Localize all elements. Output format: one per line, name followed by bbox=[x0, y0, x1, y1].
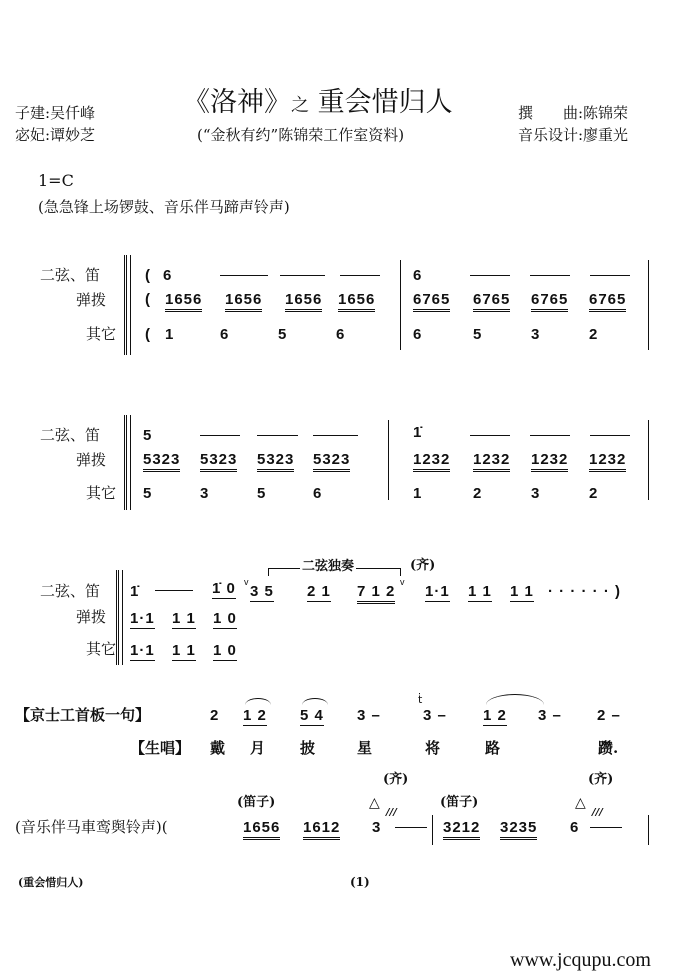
barline bbox=[648, 260, 649, 350]
note: 3 – bbox=[538, 707, 562, 724]
note: ( bbox=[145, 267, 151, 284]
part-label-tanbo: 弹拨 bbox=[76, 451, 107, 469]
note: 3 5 bbox=[250, 583, 274, 600]
note: 6765 bbox=[589, 292, 626, 312]
note: 1232 bbox=[589, 452, 626, 472]
note: 1656 bbox=[285, 292, 322, 312]
note: ( bbox=[145, 326, 151, 343]
barline bbox=[648, 815, 649, 845]
subtitle: (“金秋有约”陈锦荣工作室资料) bbox=[197, 126, 405, 144]
instrument-label: (笛子) bbox=[237, 795, 276, 810]
note: 1 1 bbox=[172, 642, 196, 659]
note: 6 bbox=[413, 326, 423, 343]
key-signature: 1=C bbox=[38, 171, 74, 190]
note: 6 bbox=[570, 819, 580, 836]
sustain-dash bbox=[530, 435, 570, 436]
note: 2 1 bbox=[307, 583, 331, 600]
note: 1656 bbox=[225, 292, 262, 312]
banqiang-label: 【京士工首板一句】 bbox=[15, 706, 151, 724]
note: · · · · · · ) bbox=[548, 583, 621, 600]
barline bbox=[400, 568, 401, 576]
part-label-erxian-di: 二弦、笛 bbox=[40, 426, 101, 444]
lyric: 披 bbox=[300, 739, 316, 757]
note: 6765 bbox=[413, 292, 450, 312]
barline bbox=[268, 568, 269, 576]
intro-note: (急急锋上场锣鼓、音乐伴马蹄声铃声) bbox=[38, 198, 290, 216]
note: 1 1 bbox=[468, 583, 492, 600]
lyric: 路 bbox=[485, 739, 501, 757]
note: 1̇ bbox=[130, 583, 140, 600]
note: 1612 bbox=[303, 820, 340, 840]
note: 1·1 bbox=[130, 610, 155, 627]
role-label: 【生唱】 bbox=[130, 739, 191, 757]
note: 3 – bbox=[357, 707, 381, 724]
instrument-label: (笛子) bbox=[440, 795, 479, 810]
note: 2 bbox=[589, 326, 599, 343]
note: 2 bbox=[589, 485, 599, 502]
note: 1232 bbox=[413, 452, 450, 472]
sustain-dash bbox=[200, 435, 240, 436]
title-opera: 《洛神》 bbox=[183, 87, 291, 118]
note: ( bbox=[145, 291, 151, 308]
note: 1 0 bbox=[213, 610, 237, 627]
note: 5323 bbox=[200, 452, 237, 472]
system-bracket bbox=[124, 255, 131, 355]
cast-2: 宓妃:谭妙芝 bbox=[15, 126, 96, 144]
note: 3 – bbox=[423, 707, 447, 724]
part-label-erxian-di: 二弦、笛 bbox=[40, 266, 101, 284]
sustain-dash bbox=[470, 435, 510, 436]
note: 1656 bbox=[338, 292, 375, 312]
sustain-dash bbox=[155, 590, 193, 591]
sustain-dash bbox=[257, 435, 298, 436]
note: 6 bbox=[163, 267, 173, 284]
sustain-dash bbox=[395, 827, 427, 828]
note: 6 bbox=[220, 326, 230, 343]
part-label-erxian-di: 二弦、笛 bbox=[40, 582, 101, 600]
slur-mark bbox=[486, 694, 544, 705]
system-bracket bbox=[116, 570, 123, 665]
sustain-dash bbox=[530, 275, 570, 276]
note: 1 bbox=[165, 326, 175, 343]
tremolo-mark: /// bbox=[386, 807, 397, 818]
slur-mark bbox=[302, 698, 328, 705]
breath-mark: v bbox=[244, 577, 250, 587]
credit-music-design: 音乐设计:廖重光 bbox=[518, 126, 629, 144]
note: 5323 bbox=[313, 452, 350, 472]
sustain-dash bbox=[590, 435, 630, 436]
sustain-dash bbox=[340, 275, 380, 276]
note: 7 1 2 bbox=[357, 584, 395, 604]
sustain-dash bbox=[313, 435, 358, 436]
note: 2 – bbox=[597, 707, 621, 724]
barline bbox=[432, 815, 433, 845]
footer-title: (重会惜归人) bbox=[18, 876, 84, 889]
accent-triangle: △ bbox=[575, 795, 586, 811]
note: 1656 bbox=[165, 292, 202, 312]
part-label-tanbo: 弹拨 bbox=[76, 608, 107, 626]
lyric: 戴 bbox=[210, 739, 226, 757]
note: 1 2 bbox=[243, 707, 267, 724]
sustain-dash bbox=[220, 275, 268, 276]
note: 6765 bbox=[473, 292, 510, 312]
title-aria: 重会惜归人 bbox=[317, 87, 453, 118]
sustain-dash bbox=[590, 275, 630, 276]
lyric: 将 bbox=[425, 739, 441, 757]
note: 5 bbox=[143, 485, 153, 502]
part-label-other: 其它 bbox=[86, 484, 117, 502]
grace-note: ṫ bbox=[418, 693, 423, 706]
note: 3 bbox=[531, 485, 541, 502]
slur-mark bbox=[245, 698, 271, 705]
note: 3212 bbox=[443, 820, 480, 840]
note: 6765 bbox=[531, 292, 568, 312]
note: 6 bbox=[336, 326, 346, 343]
note: 1 1 bbox=[172, 610, 196, 627]
note: 5 bbox=[278, 326, 288, 343]
barline bbox=[388, 420, 389, 500]
note: 3 bbox=[200, 485, 210, 502]
part-label-other: 其它 bbox=[86, 325, 117, 343]
note: 5 bbox=[257, 485, 267, 502]
unison-mark: (齐) bbox=[588, 772, 614, 787]
note: 5 4 bbox=[300, 707, 324, 724]
note: 2 bbox=[473, 485, 483, 502]
accent-triangle: △ bbox=[369, 795, 380, 811]
sustain-dash bbox=[470, 275, 510, 276]
credit-composer: 撰 曲:陈锦荣 bbox=[518, 104, 629, 122]
lyric: 星 bbox=[357, 739, 373, 757]
sustain-dash bbox=[590, 827, 622, 828]
note: 6 bbox=[313, 485, 323, 502]
solo-label: 二弦独奏 bbox=[302, 559, 355, 574]
unison-mark: (齐) bbox=[410, 558, 436, 573]
note: 1̇ 0 bbox=[212, 580, 236, 597]
barline bbox=[648, 420, 649, 500]
note: 1232 bbox=[531, 452, 568, 472]
barline bbox=[400, 260, 401, 350]
lyric: 躜. bbox=[598, 739, 619, 757]
unison-mark: (齐) bbox=[383, 772, 409, 787]
note: 3235 bbox=[500, 820, 537, 840]
lyric: 月 bbox=[250, 739, 266, 757]
watermark: www.jcqupu.com bbox=[510, 949, 651, 971]
part-label-tanbo: 弹拨 bbox=[76, 291, 107, 309]
note: 5 bbox=[143, 427, 153, 444]
note: 1656 bbox=[243, 820, 280, 840]
sustain-dash bbox=[280, 275, 325, 276]
note: 1232 bbox=[473, 452, 510, 472]
note: 5323 bbox=[143, 452, 180, 472]
note: 1 2 bbox=[483, 707, 507, 724]
tremolo-mark: /// bbox=[592, 807, 603, 818]
page-number: (1) bbox=[350, 875, 370, 889]
breath-mark: v bbox=[400, 577, 406, 587]
note: 3 bbox=[531, 326, 541, 343]
note: 6 bbox=[413, 267, 423, 284]
note: 5323 bbox=[257, 452, 294, 472]
system-bracket bbox=[124, 415, 131, 510]
note: 1·1 bbox=[425, 583, 450, 600]
title-particle: 之 bbox=[291, 95, 309, 116]
title bbox=[183, 88, 453, 118]
note: 3 bbox=[372, 819, 382, 836]
note: 1·1 bbox=[130, 642, 155, 659]
part-label-other: 其它 bbox=[86, 640, 117, 658]
note: 1 bbox=[413, 485, 423, 502]
note: 2 bbox=[210, 707, 220, 724]
note: 1̇ bbox=[413, 424, 423, 441]
cast-1: 子建:吴仟峰 bbox=[15, 104, 96, 122]
note: 1 1 bbox=[510, 583, 534, 600]
note: 5 bbox=[473, 326, 483, 343]
accompaniment-label: (音乐伴马車鸾舆铃声)( bbox=[15, 818, 168, 836]
note: 1 0 bbox=[213, 642, 237, 659]
